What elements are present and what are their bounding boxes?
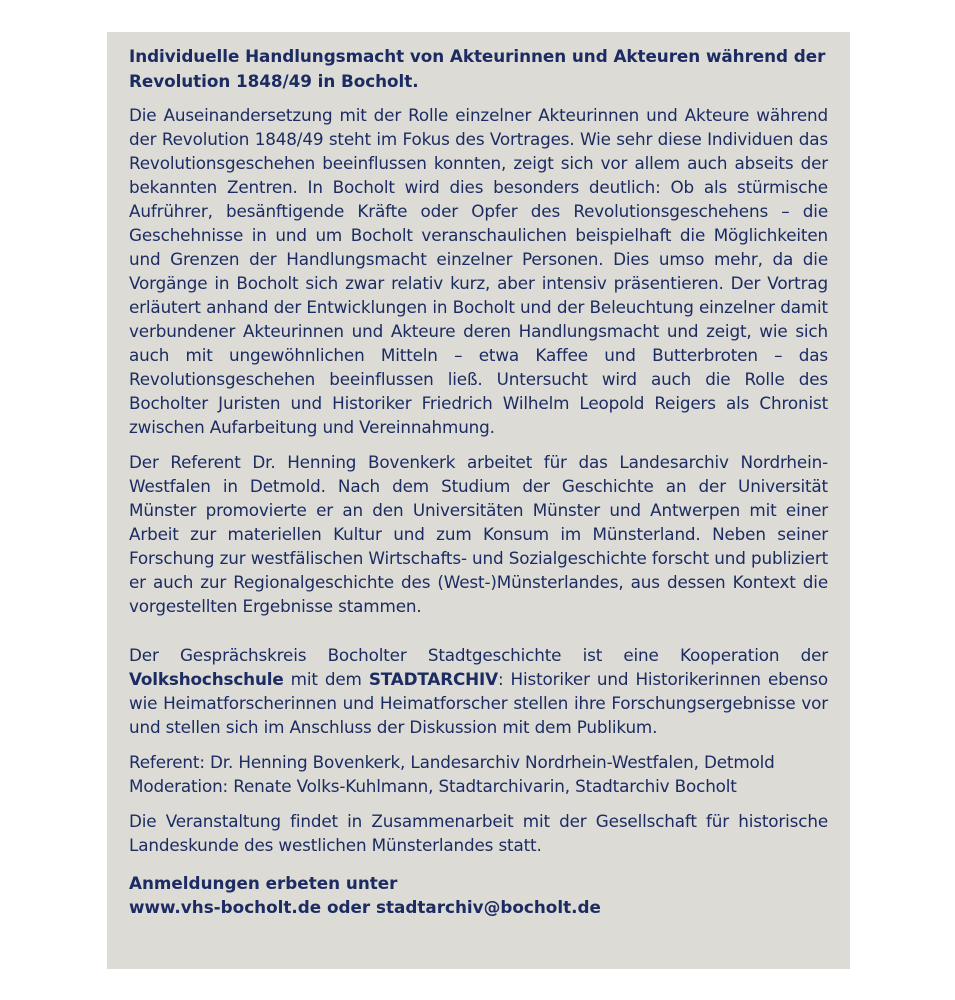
cooperation-mid: mit dem	[283, 669, 369, 689]
cooperation-intro: Der Gesprächskreis Bocholter Stadtgeschichte ist eine Kooperation der	[129, 645, 828, 665]
lecture-abstract: Die Auseinandersetzung mit der Rolle einzelner Akteurinnen und Akteure während der Revolution 1848/49 steht im Fokus des Vortrages. Wie sehr diese Individuen das Revolutionsgeschehen beeinflussen konnten, zeigt sich vor allem auch abseits der bekannten Zentren. In Bocholt wird dies besonders deutlich: Ob als stürmische Aufrührer, besänftigende Kräfte oder Opfer des Revolutionsgeschehens – die Geschehnisse in und um Bocholt veranschaulichen beispielhaft die Möglichkeiten und Grenzen der Handlungsmacht einzelner Personen. Dies umso mehr, da die Vorgänge in Bocholt sich zwar relativ kurz, aber intensiv präsentieren. Der Vortrag erläutert anhand der Entwicklungen in Bocholt und der Beleuchtung einzelner damit verbundener Akteurinnen und Akteure deren Handlungsmacht und zeigt, wie sich auch mit ungewöhnlichen Mitteln – etwa Kaffee und Butterbroten – das Revolutionsgeschehen beeinflussen ließ. Untersucht wird auch die Rolle des Bocholter Juristen und Historiker Friedrich Wilhelm Leopold Reigers als Chronist zwischen Aufarbeitung und Vereinnahmung.	[129, 105, 828, 437]
registration	[129, 871, 828, 919]
moderation-credit: Moderation: Renate Volks-Kuhlmann, Stadtarchivarin, Stadtarchiv Bocholt	[129, 776, 737, 796]
credits	[129, 750, 828, 798]
speaker-credit: Referent: Dr. Henning Bovenkerk, Landesarchiv Nordrhein-Westfalen, Detmold	[129, 752, 775, 772]
info-panel	[107, 32, 850, 969]
speaker-bio: Der Referent Dr. Henning Bovenkerk arbeitet für das Landesarchiv Nordrhein-Westfalen in Detmold. Nach dem Studium der Geschichte an der Universität Münster promovierte er an den Universitäten Münster und Antwerpen mit einer Arbeit zur materiellen Kultur und zum Konsum im Münsterland. Neben seiner Forschung zur westfälischen Wirtschafts- und Sozialgeschichte forscht und publiziert er auch zur Regionalgeschichte des (West-)Münsterlandes, aus dessen Kontext die vorgestellten Ergebnisse stammen.	[129, 452, 828, 616]
registration-contact: www.vhs-bocholt.de oder stadtarchiv@bocholt.de	[129, 897, 601, 917]
cooperation-rest: : Historiker und Historikerinnen ebenso wie Heimatforscherinnen und Heimatforscher stellen ihre Forschungsergebnisse vor und stellen sich im Anschluss der Diskussion mit dem Publikum.	[129, 669, 828, 737]
partnership-text: Die Veranstaltung findet in Zusammenarbeit mit der Gesellschaft für historische Landeskunde des westlichen Münsterlandes statt.	[129, 811, 828, 855]
vhs-name: Volkshochschule	[129, 669, 284, 689]
stadtarchiv-name: STADTARCHIV	[368, 669, 498, 689]
cooperation-text	[129, 643, 828, 739]
registration-label: Anmeldungen erbeten unter	[129, 873, 398, 893]
lecture-title: Individuelle Handlungsmacht von Akteurinnen und Akteuren während der Revolution 1848/49 in Bocholt.	[129, 46, 826, 91]
spacer	[129, 629, 828, 643]
